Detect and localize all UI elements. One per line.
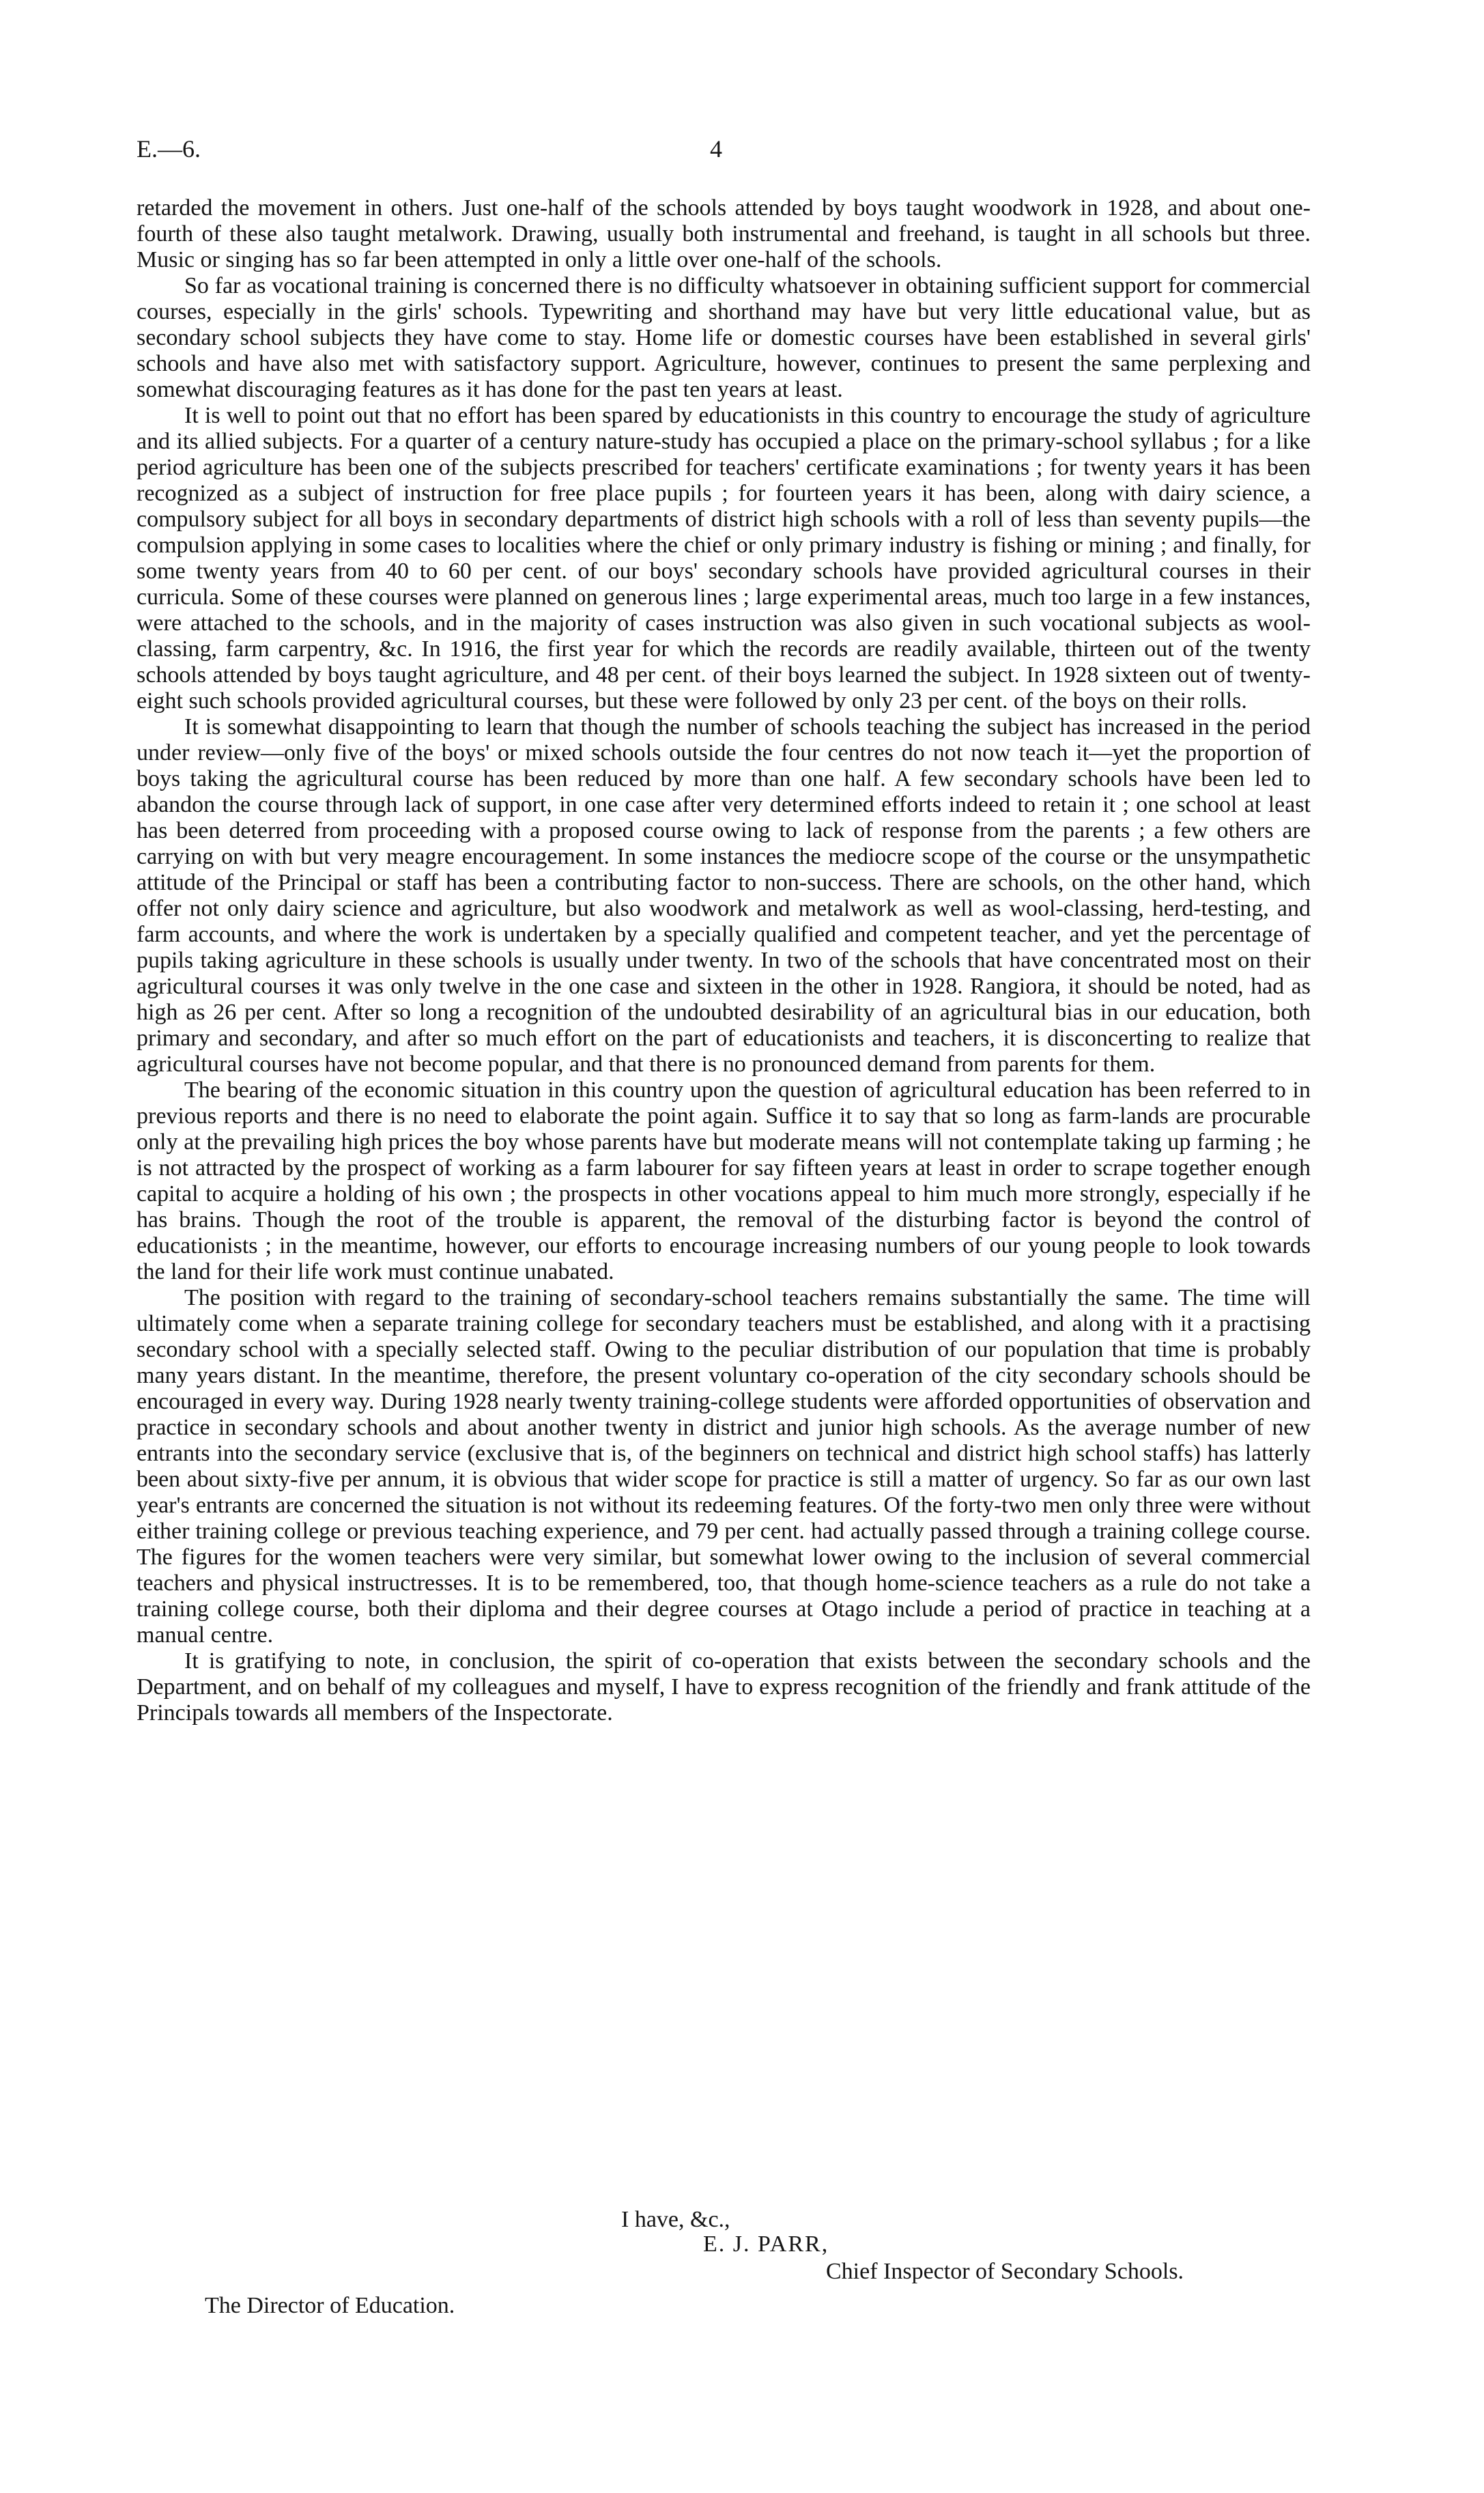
paragraph-economic-situation: The bearing of the economic situation in this country upon the question of agricultural education has been referred to in previous reports and there is no need to elaborate the point again. Suffice it to say that so long as farm-lands are procurable only at the prevailing high prices the boy whose parents have but moderate means will not contemplate taking up farming ; he is not attracted by the prospect of working as a farm labourer for say fifteen years at least in order to scrape together enough capital to acquire a holding of his own ; the prospects in other vocations appeal to him much more strongly, especially if he has brains. Though the root of the trouble is apparent, the removal of the disturbing factor is beyond the control of educationists ; in the meantime, however, our efforts to encourage increasing numbers of our young people to look towards the land for their life work must continue unabated. (137, 1078, 1311, 1284)
addressee: The Director of Education. (205, 2293, 455, 2318)
report-body (137, 195, 1311, 1726)
signature-name: E. J. PARR, (703, 2231, 829, 2257)
paragraph-teacher-training: The position with regard to the training of secondary-school teachers remains substantially the same. The time will ultimately come when a separate training college for secondary teachers must be established, and along with it a practising secondary school with a specially selected staff. Owing to the peculiar distribution of our population that time is probably many years distant. In the meantime, therefore, the present voluntary co-operation of the city secondary schools should be encouraged in every way. During 1928 nearly twenty training-college students were afforded opportunities of observation and practice in secondary schools and about another twenty in district and junior high schools. As the average number of new entrants into the secondary service (exclusive that is, of the beginners on technical and district high school staffs) has latterly been about sixty-five per annum, it is obvious that wider scope for practice is still a matter of urgency. So far as our own last year's entrants are concerned the situation is not without its redeeming features. Of the forty-two men only three were without either training college or previous teaching experience, and 79 per cent. had actually passed through a training college course. The figures for the women teachers were very similar, but somewhat lower owing to the inclusion of several commercial teachers and physical instructresses. It is to be remembered, too, that though home-science teachers as a rule do not take a training college course, both their diploma and their degree courses at Otago include a period of practice in teaching at a manual centre. (137, 1285, 1311, 1648)
salutation: I have, &c., (621, 2207, 730, 2232)
paragraph-agriculture-decline: It is somewhat disappointing to learn that though the number of schools teaching the subject has increased in the period under review—only five of the boys' or mixed schools outside the four centres do not now teach it—yet the proportion of boys taking the agricultural course has been reduced by more than one half. A few secondary schools have been led to abandon the course through lack of support, in one case after very determined efforts indeed to retain it ; one school at least has been deterred from proceeding with a proposed course owing to lack of response from the parents ; a few others are carrying on with but very meagre encouragement. In some instances the mediocre scope of the course or the unsympathetic attitude of the Principal or staff has been a contributing factor to non-success. There are schools, on the other hand, which offer not only dairy science and agriculture, but also woodwork and metalwork as well as wool-classing, herd-testing, and farm accounts, and where the work is undertaken by a specially qualified and competent teacher, and yet the percentage of pupils taking agriculture in these schools is usually under twenty. In two of the schools that have concentrated most on their agricultural courses it was only twelve in the one case and sixteen in the other in 1928. Rangiora, it should be noted, had as high as 26 per cent. After so long a recognition of the undoubted desirability of an agricultural bias in our education, both primary and secondary, and after so much effort on the part of educationists and teachers, it is disconcerting to realize that agricultural courses have not become popular, and that there is no pronounced demand from parents for them. (137, 714, 1311, 1077)
paragraph-conclusion: It is gratifying to note, in conclusion, the spirit of co-operation that exists between the secondary schools and the Department, and on behalf of my colleagues and myself, I have to express recognition of the friendly and frank attitude of the Principals towards all members of the Inspectorate. (137, 1648, 1311, 1726)
letter-closing (137, 2207, 1311, 2343)
page-header (137, 128, 1311, 169)
page-number: 4 (710, 135, 722, 163)
document-reference: E.—6. (137, 135, 201, 163)
paragraph-vocational-training: So far as vocational training is concerned there is no difficulty whatsoever in obtaining sufficient support for commercial courses, especially in the girls' schools. Typewriting and shorthand may have but very little educational value, but as secondary school subjects they have come to stay. Home life or domestic courses have been established in several girls' schools and have also met with satisfactory support. Agriculture, however, continues to present the same perplexing and somewhat discouraging features as it has done for the past ten years at least. (137, 273, 1311, 402)
signature-title: Chief Inspector of Secondary Schools. (826, 2259, 1184, 2284)
paragraph-continuation: retarded the movement in others. Just one-half of the schools attended by boys taught woodwork in 1928, and about one-fourth of these also taught metalwork. Drawing, usually both instrumental and freehand, is taught in all schools but three. Music or singing has so far been attempted in only a little over one-half of the schools. (137, 195, 1311, 272)
paragraph-agriculture-history: It is well to point out that no effort has been spared by educationists in this country to encourage the study of agriculture and its allied subjects. For a quarter of a century nature-study has occupied a place on the primary-school syllabus ; for a like period agriculture has been one of the subjects prescribed for teachers' certificate examinations ; for twenty years it has been recognized as a subject of instruction for free place pupils ; for fourteen years it has been, along with dairy science, a compulsory subject for all boys in secondary departments of district high schools with a roll of less than seventy pupils—the compulsion applying in some cases to localities where the chief or only primary industry is fishing or mining ; and finally, for some twenty years from 40 to 60 per cent. of our boys' secondary schools have provided agricultural courses in their curricula. Some of these courses were planned on generous lines ; large experimental areas, much too large in a few instances, were attached to the schools, and in the majority of cases instruction was also given in such vocational subjects as wool-classing, farm carpentry, &c. In 1916, the first year for which the records are readily available, thirteen out of the twenty schools attended by boys taught agriculture, and 48 per cent. of their boys learned the subject. In 1928 sixteen out of twenty-eight such schools provided agricultural courses, but these were followed by only 23 per cent. of the boys on their rolls. (137, 403, 1311, 714)
